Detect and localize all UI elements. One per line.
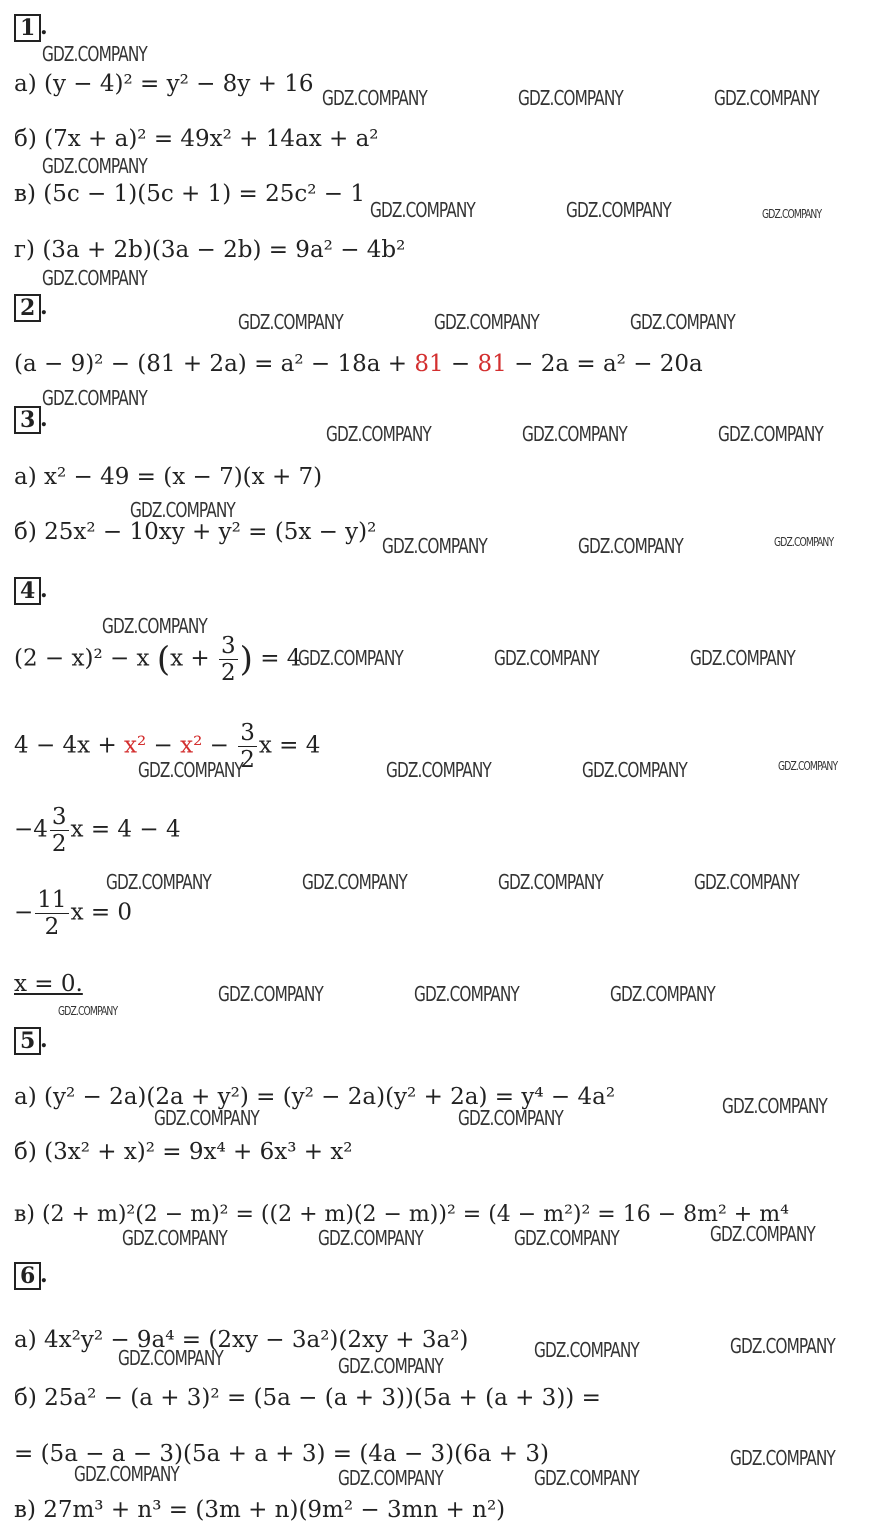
task1-item-d: г) (3a + 2b)(3a − 2b) = 9a² − 4b² bbox=[14, 237, 406, 263]
task4-line-4: − $\frac{11}{2}$ x = 0 bbox=[14, 887, 133, 940]
task3-item-a: а) x² − 49 = (x − 7)(x + 7) bbox=[14, 464, 323, 490]
fraction: $\frac{11}{2}$ bbox=[37, 887, 67, 940]
highlight-81-minus: 81 bbox=[477, 351, 507, 377]
watermark: GDZ.COMPANY bbox=[534, 1466, 639, 1490]
watermark: GDZ.COMPANY bbox=[514, 1226, 619, 1250]
watermark: GDZ.COMPANY bbox=[458, 1106, 563, 1130]
watermark: GDZ.COMPANY bbox=[238, 310, 343, 334]
task4-line-2: 4 − 4x + x² − x² − $\frac{3}{2}$ x = 4 bbox=[14, 720, 321, 773]
watermark: GDZ.COMPANY bbox=[106, 870, 211, 894]
task5-item-b: б) (3x² + x)² = 9x⁴ + 6x³ + x² bbox=[14, 1139, 353, 1165]
watermark: GDZ.COMPANY bbox=[42, 386, 147, 410]
task5-item-c: в) (2 + m)²(2 − m)² = ((2 + m)(2 − m))² = (4 − m²)² = 16 − 8m² + m⁴ bbox=[14, 1202, 789, 1227]
fraction: $\frac{3}{2}$ bbox=[220, 633, 236, 686]
watermark: GDZ.COMPANY bbox=[122, 1226, 227, 1250]
task6-item-a: а) 4x²y² − 9a⁴ = (2xy − 3a²)(2xy + 3a²) bbox=[14, 1327, 469, 1353]
highlight-x2-minus: x² bbox=[180, 732, 203, 759]
watermark: GDZ.COMPANY bbox=[522, 422, 627, 446]
watermark: GDZ.COMPANY bbox=[722, 1094, 827, 1118]
fraction: $\frac{3}{2}$ bbox=[51, 804, 67, 857]
fraction: $\frac{3}{2}$ bbox=[240, 720, 255, 773]
highlight-81-plus: 81 bbox=[414, 351, 444, 377]
watermark: GDZ.COMPANY bbox=[138, 758, 243, 782]
watermark: GDZ.COMPANY bbox=[58, 1004, 118, 1018]
task5-item-a: а) (y² − 2a)(2a + y²) = (y² − 2a)(y² + 2a) = y⁴ − 4a² bbox=[14, 1084, 616, 1110]
watermark: GDZ.COMPANY bbox=[714, 86, 819, 110]
task3-item-b: б) 25x² − 10xy + y² = (5x − y)² bbox=[14, 519, 377, 545]
watermark: GDZ.COMPANY bbox=[218, 982, 323, 1006]
task1-item-c: в) (5c − 1)(5c + 1) = 25c² − 1 bbox=[14, 181, 365, 207]
highlight-x2-plus: x² bbox=[124, 732, 147, 759]
watermark: GDZ.COMPANY bbox=[338, 1354, 443, 1378]
watermark: GDZ.COMPANY bbox=[118, 1346, 223, 1370]
task-number-2: 2 bbox=[14, 294, 41, 322]
task4-answer: x = 0. bbox=[14, 971, 83, 997]
watermark: GDZ.COMPANY bbox=[102, 614, 207, 638]
task-dot: . bbox=[40, 577, 48, 603]
watermark: GDZ.COMPANY bbox=[154, 1106, 259, 1130]
task-dot: . bbox=[40, 14, 48, 40]
watermark: GDZ.COMPANY bbox=[302, 870, 407, 894]
task-number-1: 1 bbox=[14, 14, 41, 42]
watermark: GDZ.COMPANY bbox=[694, 870, 799, 894]
task1-item-b: б) (7x + a)² = 49x² + 14ax + a² bbox=[14, 126, 379, 152]
watermark: GDZ.COMPANY bbox=[322, 86, 427, 110]
task6-item-b: б) 25a² − (a + 3)² = (5a − (a + 3))(5a + (a + 3)) = bbox=[14, 1385, 601, 1411]
watermark: GDZ.COMPANY bbox=[326, 422, 431, 446]
watermark: GDZ.COMPANY bbox=[566, 198, 671, 222]
task2-equation: (a − 9)² − (81 + 2a) = a² − 18a + 81 − 81 − 2a = a² − 20a bbox=[14, 351, 703, 377]
task-dot: . bbox=[40, 294, 48, 320]
task-number-5: 5 bbox=[14, 1027, 41, 1055]
task-dot: . bbox=[40, 1027, 48, 1053]
task4-line-1: (2 − x)² − x (x + $\frac{3}{2}$ ) = 4 bbox=[14, 633, 302, 686]
watermark: GDZ.COMPANY bbox=[610, 982, 715, 1006]
watermark: GDZ.COMPANY bbox=[318, 1226, 423, 1250]
watermark: GDZ.COMPANY bbox=[534, 1338, 639, 1362]
watermark: GDZ.COMPANY bbox=[42, 42, 147, 66]
watermark: GDZ.COMPANY bbox=[582, 758, 687, 782]
watermark: GDZ.COMPANY bbox=[630, 310, 735, 334]
task-number-4: 4 bbox=[14, 577, 41, 605]
watermark: GDZ.COMPANY bbox=[498, 870, 603, 894]
watermark: GDZ.COMPANY bbox=[730, 1334, 835, 1358]
watermark: GDZ.COMPANY bbox=[434, 310, 539, 334]
watermark: GDZ.COMPANY bbox=[778, 759, 838, 773]
task6-item-b-cont: = (5a − a − 3)(5a + a + 3) = (4a − 3)(6a + 3) bbox=[14, 1441, 549, 1467]
task-number-3: 3 bbox=[14, 406, 41, 434]
watermark: GDZ.COMPANY bbox=[42, 266, 147, 290]
watermark: GDZ.COMPANY bbox=[690, 646, 795, 670]
watermark: GDZ.COMPANY bbox=[386, 758, 491, 782]
watermark: GDZ.COMPANY bbox=[718, 422, 823, 446]
task1-item-a: а) (y − 4)² = y² − 8y + 16 bbox=[14, 71, 314, 97]
watermark: GDZ.COMPANY bbox=[518, 86, 623, 110]
watermark: GDZ.COMPANY bbox=[382, 534, 487, 558]
watermark: GDZ.COMPANY bbox=[74, 1462, 179, 1486]
watermark: GDZ.COMPANY bbox=[338, 1466, 443, 1490]
task-number-6: 6 bbox=[14, 1262, 41, 1290]
watermark: GDZ.COMPANY bbox=[774, 535, 834, 549]
task6-item-c: в) 27m³ + n³ = (3m + n)(9m² − 3mn + n²) bbox=[14, 1497, 506, 1523]
watermark: GDZ.COMPANY bbox=[414, 982, 519, 1006]
watermark: GDZ.COMPANY bbox=[42, 154, 147, 178]
task-dot: . bbox=[40, 1262, 48, 1288]
watermark: GDZ.COMPANY bbox=[370, 198, 475, 222]
watermark: GDZ.COMPANY bbox=[578, 534, 683, 558]
watermark: GDZ.COMPANY bbox=[494, 646, 599, 670]
task4-line-3: −4 $\frac{3}{2}$ x = 4 − 4 bbox=[14, 804, 181, 857]
watermark: GDZ.COMPANY bbox=[710, 1222, 815, 1246]
watermark: GDZ.COMPANY bbox=[762, 207, 822, 221]
watermark: GDZ.COMPANY bbox=[730, 1446, 835, 1470]
task-dot: . bbox=[40, 406, 48, 432]
watermark: GDZ.COMPANY bbox=[298, 646, 403, 670]
watermark: GDZ.COMPANY bbox=[130, 498, 235, 522]
